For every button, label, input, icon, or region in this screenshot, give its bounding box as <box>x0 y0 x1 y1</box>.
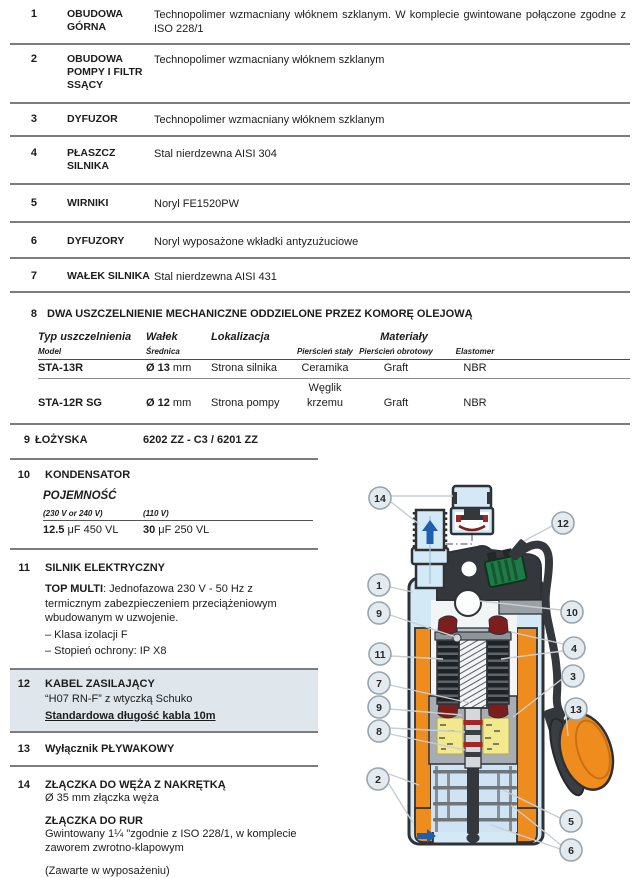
item-number: 3 <box>30 112 37 125</box>
seal-stationary: Węglik krzemu <box>306 381 344 410</box>
callout-3 <box>562 665 584 687</box>
callout-8 <box>368 720 390 742</box>
col-type: Typ uszczelnienia <box>38 331 132 344</box>
pump-cutaway-diagram <box>353 452 640 875</box>
motor-row <box>10 550 318 670</box>
list-item <box>10 259 630 293</box>
item-number: 12 <box>17 677 30 690</box>
seal-location: Strona silnika <box>211 362 278 375</box>
check-valve-seal <box>456 515 461 522</box>
cable-type: “H07 RN-F” z wtyczką Schuko <box>45 692 193 705</box>
item-number: 4 <box>30 147 37 160</box>
item-description: Technopolimer wzmacniany włóknem szklanym <box>154 113 385 126</box>
seal-table-header <box>38 330 630 345</box>
pipe-connector-description: Gwintowany 1¼ "zgodnie z ISO 228/1, w komplecie zaworem zwrotno-klapowym <box>45 827 297 855</box>
seal-table-row: STA-12R SG Ø 12 mm Strona pompy Węglik krzemu Graft NBR <box>38 379 630 413</box>
item-description: Technopolimer wzmacniany włóknem szklanym <box>154 53 385 66</box>
connectors-row <box>10 767 318 877</box>
callout-12 <box>552 512 574 534</box>
callout-14 <box>369 487 391 509</box>
pump-shaft-lower <box>467 764 479 834</box>
callout-9b <box>368 696 390 718</box>
list-item <box>10 223 630 259</box>
handle-hole <box>462 562 477 577</box>
pump-diagram-svg <box>353 452 640 875</box>
svg-text:8: 8 <box>376 726 382 739</box>
item-name: SILNIK ELEKTRYCZNY <box>45 562 165 575</box>
seal-rotating: Graft <box>383 362 409 375</box>
item-name: KONDENSATOR <box>45 469 131 482</box>
sub-elastomer: Elastomer <box>455 346 495 356</box>
item-number: 10 <box>17 469 30 482</box>
svg-text:9: 9 <box>376 702 382 715</box>
upper-seal-right <box>489 616 508 635</box>
float-switch-row <box>10 733 318 767</box>
item-number: 8 <box>30 308 37 321</box>
svg-text:14: 14 <box>374 493 386 506</box>
pipe-connector-title: ZŁĄCZKA DO RUR <box>45 814 143 827</box>
hose-connector-size: Ø 35 mm złączka węża <box>45 792 159 805</box>
list-item <box>10 185 630 223</box>
bearings-value: 6202 ZZ - C3 / 6201 ZZ <box>143 434 258 447</box>
seal-table <box>38 330 630 413</box>
callout-9a <box>368 602 390 624</box>
bearings-row <box>10 425 318 460</box>
item-number: 14 <box>17 779 30 792</box>
svg-text:3: 3 <box>570 671 576 684</box>
col-shaft: Wałek <box>146 331 178 344</box>
item-name: DYFUZORY <box>67 234 125 247</box>
item-name: Wyłącznik PŁYWAKOWY <box>45 743 175 756</box>
item-number: 1 <box>30 8 37 20</box>
check-valve-seal <box>483 515 488 522</box>
seal-stationary: Ceramika <box>301 362 349 375</box>
svg-text:5: 5 <box>568 816 574 829</box>
seal-section <box>10 293 630 425</box>
col-location: Lokalizacja <box>211 331 270 344</box>
item-number: 6 <box>30 234 37 247</box>
seal-location: Strona pompy <box>211 397 280 410</box>
sub-rotating: Pierścień obrotowy <box>359 346 433 356</box>
callout-5 <box>560 810 582 832</box>
item-description: Technopolimer wzmacniany włóknem szklanym. W komplecie gwintowane połączone zgodne z ISO 228/1 <box>154 9 626 36</box>
shaft-tip <box>467 833 480 843</box>
seal-model: STA-13R <box>38 362 84 375</box>
included-note: (Zawarte w wyposażeniu) <box>45 864 170 877</box>
item-number: 11 <box>18 562 30 575</box>
callout-1 <box>368 574 390 596</box>
sub-stationary: Pierścień stały <box>296 346 354 356</box>
seal-table-subheader <box>38 346 630 360</box>
callout-4 <box>563 637 585 659</box>
svg-text:12: 12 <box>557 518 569 531</box>
list-item <box>10 0 630 45</box>
capacity-subtitle: POJEMNOŚĆ <box>43 490 117 503</box>
svg-text:9: 9 <box>376 608 382 621</box>
seal-section-title: DWA USZCZELNIENIE MECHANICZNE ODDZIELONE PRZEZ KOMORĘ OLEJOWĄ <box>47 308 473 321</box>
stator-right <box>487 640 509 704</box>
list-item <box>10 104 630 137</box>
svg-text:1: 1 <box>376 580 382 593</box>
voltage-label-110: (110 V) <box>143 509 169 519</box>
seal-diameter: Ø 13 <box>146 362 170 375</box>
seal-table-row: STA-13R Ø 13 mm Strona silnika Ceramika Graft NBR <box>38 360 630 379</box>
item-name: OBUDOWA POMPY I FILTR SSĄCY <box>67 52 143 91</box>
pipe-connector-fitting <box>451 486 493 534</box>
shaft-nut <box>465 752 481 757</box>
seal-elastomer: NBR <box>463 362 487 375</box>
seal-diameter: Ø 12 <box>146 397 170 410</box>
ball-bearing <box>453 634 461 642</box>
item-name: WIRNIKI <box>67 196 109 209</box>
list-item <box>10 45 630 104</box>
seal-rotating: Graft <box>383 397 409 410</box>
item-number: 2 <box>30 52 37 65</box>
seal-ring-upper <box>464 720 483 725</box>
stator-left <box>437 640 459 704</box>
cable-row-highlighted <box>10 670 318 734</box>
bottom-area <box>0 425 640 875</box>
item-name: DYFUZOR <box>67 112 118 125</box>
col-materials: Materiały <box>380 331 428 344</box>
seal-model: STA-12R SG <box>38 397 102 410</box>
item-description: Stal nierdzewna AISI 304 <box>154 148 277 161</box>
item-description: Noryl FE1520PW <box>154 197 239 210</box>
item-name: KABEL ZASILAJĄCY <box>45 677 155 690</box>
callout-13 <box>565 698 587 720</box>
item-name: ŁOŻYSKA <box>35 434 88 447</box>
component-list <box>0 0 640 425</box>
motor-description: TOP MULTI: Jednofazowa 230 V - 50 Hz z termicznym zabezpieczeniem przeciążeniowym wbudowanym w uzwojenie. <box>45 583 277 625</box>
seal-ring-lower <box>464 742 483 747</box>
sub-model: Model <box>38 346 62 356</box>
callout-11 <box>369 643 391 665</box>
item-number: 7 <box>30 270 37 283</box>
capacity-value-110: 30 <box>143 524 156 537</box>
item-name: WAŁEK SILNIKA <box>67 270 150 283</box>
seal-elastomer: NBR <box>463 397 487 410</box>
svg-text:13: 13 <box>570 704 582 717</box>
callout-7 <box>368 672 390 694</box>
capacitor-row <box>10 460 318 550</box>
cable-length: Standardowa długość kabla 10m <box>45 709 216 722</box>
item-name: OBUDOWA GÓRNA <box>67 8 123 34</box>
rotor <box>459 636 487 708</box>
item-number: 9 <box>23 434 30 447</box>
callout-6 <box>560 839 582 861</box>
capacity-value-230: 12.5 <box>43 524 65 537</box>
svg-text:7: 7 <box>376 678 382 691</box>
discharge-pipe <box>412 510 448 588</box>
left-column <box>10 425 318 877</box>
item-description: Stal nierdzewna AISI 431 <box>154 271 277 284</box>
callout-10 <box>561 601 583 623</box>
svg-text:4: 4 <box>571 643 577 656</box>
voltage-label-230: (230 V or 240 V) <box>43 509 103 519</box>
item-description: Noryl wyposażone wkładki antyzużuciowe <box>154 235 359 248</box>
callout-2 <box>367 768 389 790</box>
item-name: PŁASZCZ SILNIKA <box>67 147 116 173</box>
list-item <box>10 137 630 184</box>
svg-text:11: 11 <box>374 649 386 662</box>
pump-housing-right <box>517 628 537 826</box>
item-name: ZŁĄCZKA DO WĘŻA Z NAKRĘTKĄ <box>45 779 226 792</box>
item-number: 13 <box>17 743 30 756</box>
svg-text:6: 6 <box>568 845 574 858</box>
protection-degree: – Stopień ochrony: IP X8 <box>45 645 167 658</box>
item-number: 5 <box>30 196 37 209</box>
capacity-table: (230 V or 240 V) (110 V) 12.5 μF 450 VL 30 μF 250 VL <box>43 509 313 536</box>
sub-diameter: Średnica <box>146 346 180 356</box>
capacitor <box>455 590 481 616</box>
svg-text:10: 10 <box>566 607 578 620</box>
svg-text:2: 2 <box>375 774 381 787</box>
insulation-class: – Klasa izolacji F <box>45 628 128 641</box>
shaft-nut <box>465 730 481 735</box>
